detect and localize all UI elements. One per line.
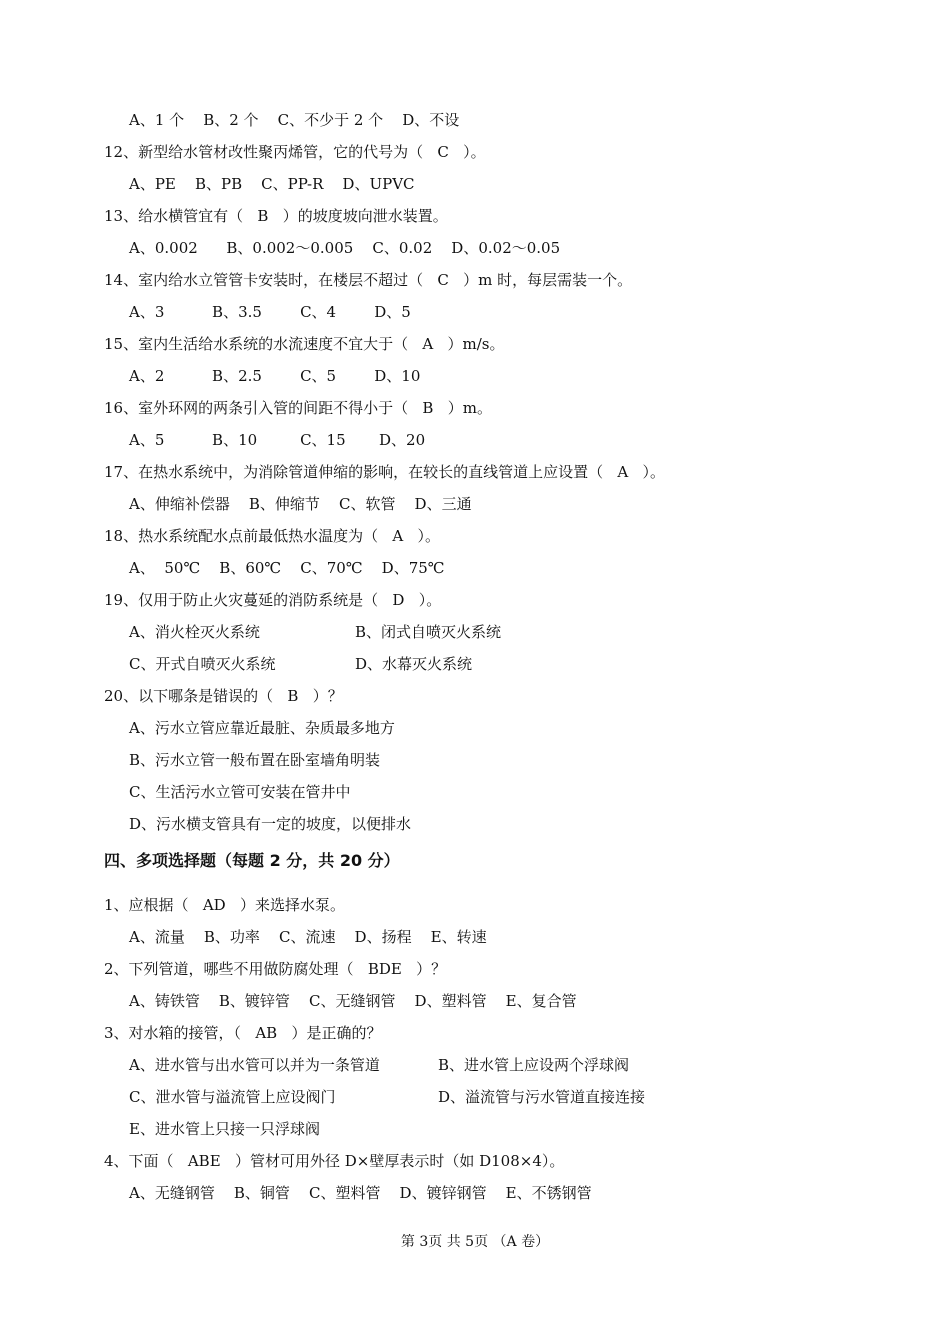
option-text: A、2 B、2.5 C、5 D、10 (129, 367, 421, 385)
question-text: 20、以下哪条是错误的（ B ）？ (104, 687, 343, 705)
question-text: 14、室内给水立管管卡安装时，在楼层不超过（ C ）m 时，每层需装一个。 (104, 271, 633, 289)
section-title: 四、多项选择题（每题 2 分，共 20 分） (104, 851, 400, 870)
question-text: 2、下列管道，哪些不用做防腐处理（ BDE ）？ (104, 960, 447, 978)
question-text: 4、下面（ ABE ）管材可用外径 D×壁厚表示时（如 D108×4）。 (104, 1152, 565, 1170)
option-text: C、生活污水立管可安装在管井中 (129, 783, 351, 801)
option-text: A、PE B、PB C、PP-R D、UPVC (129, 175, 415, 193)
question-text: 18、热水系统配水点前最低热水温度为（ A ）。 (104, 527, 441, 545)
question-text: 13、给水横管宜有（ B ）的坡度坡向泄水装置。 (104, 207, 448, 225)
option-text: D、水幕灭火系统 (355, 655, 473, 673)
option-text: B、污水立管一般布置在卧室墙角明装 (129, 751, 381, 769)
question-text: 19、仅用于防止火灾蔓延的消防系统是（ D ）。 (104, 591, 442, 609)
option-text: A、铸铁管 B、镀锌管 C、无缝钢管 D、塑料管 E、复合管 (129, 992, 577, 1010)
option-text: A、污水立管应靠近最脏、杂质最多地方 (129, 719, 395, 737)
option-text: A、1 个 B、2 个 C、不少于 2 个 D、不设 (129, 111, 460, 129)
option-text: C、泄水管与溢流管上应设阀门 (129, 1088, 336, 1106)
option-text: A、无缝钢管 B、铜管 C、塑料管 D、镀锌钢管 E、不锈钢管 (129, 1184, 592, 1202)
option-text: A、3 B、3.5 C、4 D、5 (129, 303, 411, 321)
option-text: D、溢流管与污水管道直接连接 (438, 1088, 646, 1106)
question-text: 15、室内生活给水系统的水流速度不宜大于（ A ）m/s。 (104, 335, 505, 353)
option-text: A、进水管与出水管可以并为一条管道 (129, 1056, 380, 1074)
option-text: D、污水横支管具有一定的坡度，以便排水 (129, 815, 412, 833)
option-text: A、 50℃ B、60℃ C、70℃ D、75℃ (129, 559, 445, 577)
question-text: 17、在热水系统中，为消除管道伸缩的影响，在较长的直线管道上应设置（ A ）。 (104, 463, 666, 481)
option-text: C、开式自喷灭火系统 (129, 655, 276, 673)
question-text: 12、新型给水管材改性聚丙烯管，它的代号为（ C ）。 (104, 143, 486, 161)
question-text: 16、室外环网的两条引入管的间距不得小于（ B ）m。 (104, 399, 492, 417)
option-text: B、闭式自喷灭火系统 (355, 623, 502, 641)
option-text: A、5 B、10 C、15 D、20 (129, 431, 426, 449)
option-text: A、0.002 B、0.002～0.005 C、0.02 D、0.02～0.05 (129, 239, 561, 257)
option-text: A、消火栓灭火系统 (129, 623, 260, 641)
question-text: 3、对水箱的接管，（ AB ）是正确的？ (104, 1024, 382, 1042)
option-text: A、伸缩补偿器 B、伸缩节 C、软管 D、三通 (129, 495, 472, 513)
page-footer: 第 3页 共 5页 （A 卷） (400, 1234, 550, 1250)
option-text: A、流量 B、功率 C、流速 D、扬程 E、转速 (129, 928, 487, 946)
option-text: B、进水管上应设两个浮球阀 (438, 1056, 630, 1074)
question-text: 1、应根据（ AD ）来选择水泵。 (104, 896, 346, 914)
option-text: E、进水管上只接一只浮球阀 (129, 1120, 320, 1138)
